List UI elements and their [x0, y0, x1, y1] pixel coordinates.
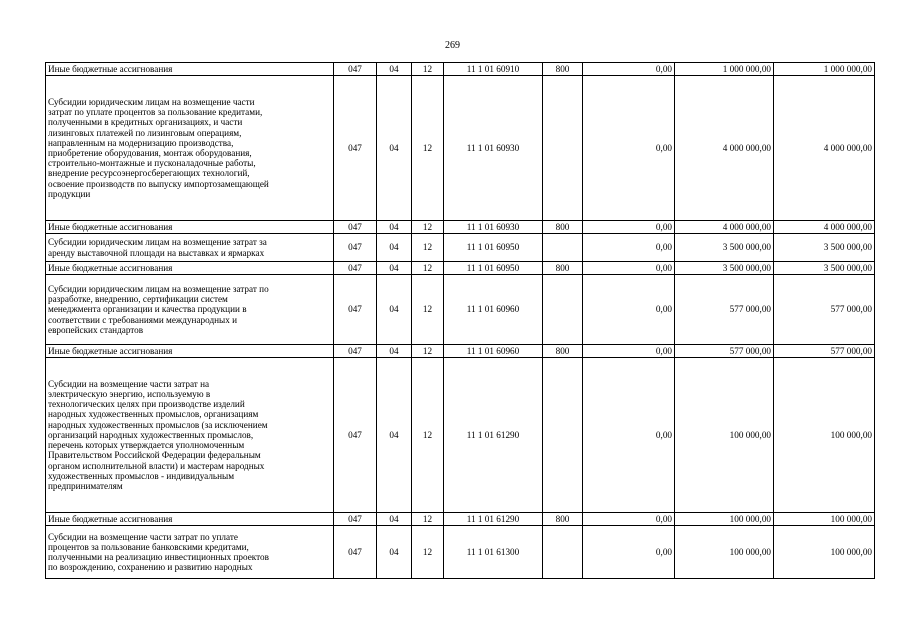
- table-row: [46, 513, 875, 526]
- target-article-code: 11 1 01 60930: [444, 76, 543, 221]
- row-description: Субсидии юридическим лицам на возмещение части затрат по уплате процентов за пользование кредитами, полученными в кредитных организациях, и части лизинговых платежей по лизинговым операциям, направленным на модернизацию производства, приобретение оборудования, монтаж оборудования, строительно-монтажные и пусконаладочные работы, внедрение ресурсоэнергосберегающих технологий, освоение производств по выпуску импортозамещающей продукции: [46, 76, 334, 221]
- expense-type-code: 800: [543, 63, 583, 76]
- expense-type-code: [543, 234, 583, 262]
- row-description: Субсидии юридическим лицам на возмещение затрат по разработке, внедрению, сертификации систем менеджмента организации и качества продукции в соответствии с требованиями международных и европейских стандартов: [46, 275, 334, 345]
- target-article-code: 11 1 01 61300: [444, 526, 543, 579]
- ministry-code: 047: [334, 358, 377, 513]
- subsection-code: 12: [412, 221, 444, 234]
- section-code: 04: [377, 275, 412, 345]
- row-description: Субсидии на возмещение части затрат на электрическую энергию, используемую в технологических целях при производстве изделий народных художественных промыслов, организациям народных художественных промыслов (за исключением организаций народных художественных промыслов, перечень которых утверждается уполномоченным Правительством Российской Федерации федеральным органом исполнительной власти) и мастерам народных художественных промыслов - индивидуальным предпринимателям: [46, 358, 334, 513]
- subsection-code: 12: [412, 526, 444, 579]
- expense-type-code: 800: [543, 513, 583, 526]
- subsection-code: 12: [412, 234, 444, 262]
- subsection-code: 12: [412, 358, 444, 513]
- amount-column-1: 0,00: [583, 76, 675, 221]
- amount-column-2: 100 000,00: [675, 526, 774, 579]
- ministry-code: 047: [334, 275, 377, 345]
- amount-column-3: 577 000,00: [774, 345, 875, 358]
- target-article-code: 11 1 01 60950: [444, 234, 543, 262]
- table-row: [46, 234, 875, 262]
- ministry-code: 047: [334, 513, 377, 526]
- page-number: 269: [445, 40, 460, 51]
- amount-column-3: 3 500 000,00: [774, 262, 875, 275]
- amount-column-3: 577 000,00: [774, 275, 875, 345]
- amount-column-1: 0,00: [583, 234, 675, 262]
- ministry-code: 047: [334, 262, 377, 275]
- table-row: [46, 262, 875, 275]
- amount-column-1: 0,00: [583, 275, 675, 345]
- table-row: [46, 358, 875, 513]
- subsection-code: 12: [412, 63, 444, 76]
- amount-column-2: 3 500 000,00: [675, 234, 774, 262]
- section-code: 04: [377, 526, 412, 579]
- amount-column-1: 0,00: [583, 513, 675, 526]
- section-code: 04: [377, 358, 412, 513]
- expense-type-code: [543, 526, 583, 579]
- target-article-code: 11 1 01 61290: [444, 513, 543, 526]
- amount-column-1: 0,00: [583, 63, 675, 76]
- target-article-code: 11 1 01 61290: [444, 358, 543, 513]
- amount-column-2: 100 000,00: [675, 513, 774, 526]
- table-row: [46, 221, 875, 234]
- subsection-code: 12: [412, 76, 444, 221]
- amount-column-2: 4 000 000,00: [675, 76, 774, 221]
- amount-column-3: 1 000 000,00: [774, 63, 875, 76]
- amount-column-1: 0,00: [583, 345, 675, 358]
- amount-column-2: 3 500 000,00: [675, 262, 774, 275]
- row-description: Иные бюджетные ассигнования: [46, 262, 334, 275]
- table-row: [46, 275, 875, 345]
- row-description: Иные бюджетные ассигнования: [46, 345, 334, 358]
- amount-column-3: 100 000,00: [774, 358, 875, 513]
- expense-type-code: 800: [543, 262, 583, 275]
- ministry-code: 047: [334, 76, 377, 221]
- amount-column-1: 0,00: [583, 358, 675, 513]
- target-article-code: 11 1 01 60950: [444, 262, 543, 275]
- target-article-code: 11 1 01 60930: [444, 221, 543, 234]
- section-code: 04: [377, 345, 412, 358]
- row-description: Иные бюджетные ассигнования: [46, 513, 334, 526]
- target-article-code: 11 1 01 60910: [444, 63, 543, 76]
- subsection-code: 12: [412, 262, 444, 275]
- table-row: [46, 76, 875, 221]
- amount-column-2: 577 000,00: [675, 275, 774, 345]
- section-code: 04: [377, 513, 412, 526]
- row-description: Субсидии на возмещение части затрат по уплате процентов за пользование банковскими кредитами, полученными на реализацию инвестиционных проектов по возрождению, сохранению и развитию народных: [46, 526, 334, 579]
- amount-column-1: 0,00: [583, 221, 675, 234]
- expense-type-code: [543, 76, 583, 221]
- ministry-code: 047: [334, 345, 377, 358]
- table-row: [46, 345, 875, 358]
- table-row: [46, 526, 875, 579]
- subsection-code: 12: [412, 513, 444, 526]
- amount-column-3: 3 500 000,00: [774, 234, 875, 262]
- section-code: 04: [377, 76, 412, 221]
- target-article-code: 11 1 01 60960: [444, 345, 543, 358]
- amount-column-1: 0,00: [583, 526, 675, 579]
- ministry-code: 047: [334, 63, 377, 76]
- expense-type-code: 800: [543, 221, 583, 234]
- expense-type-code: [543, 358, 583, 513]
- section-code: 04: [377, 221, 412, 234]
- ministry-code: 047: [334, 526, 377, 579]
- amount-column-2: 577 000,00: [675, 345, 774, 358]
- subsection-code: 12: [412, 345, 444, 358]
- section-code: 04: [377, 234, 412, 262]
- amount-column-2: 100 000,00: [675, 358, 774, 513]
- amount-column-2: 1 000 000,00: [675, 63, 774, 76]
- budget-table: [45, 62, 875, 579]
- budget-table-body: [46, 63, 875, 579]
- section-code: 04: [377, 63, 412, 76]
- ministry-code: 047: [334, 234, 377, 262]
- target-article-code: 11 1 01 60960: [444, 275, 543, 345]
- subsection-code: 12: [412, 275, 444, 345]
- row-description: Субсидии юридическим лицам на возмещение затрат за аренду выставочной площади на выставках и ярмарках: [46, 234, 334, 262]
- amount-column-3: 100 000,00: [774, 526, 875, 579]
- expense-type-code: [543, 275, 583, 345]
- amount-column-3: 4 000 000,00: [774, 76, 875, 221]
- table-row: [46, 63, 875, 76]
- amount-column-2: 4 000 000,00: [675, 221, 774, 234]
- amount-column-3: 4 000 000,00: [774, 221, 875, 234]
- ministry-code: 047: [334, 221, 377, 234]
- row-description: Иные бюджетные ассигнования: [46, 63, 334, 76]
- row-description: Иные бюджетные ассигнования: [46, 221, 334, 234]
- expense-type-code: 800: [543, 345, 583, 358]
- amount-column-3: 100 000,00: [774, 513, 875, 526]
- amount-column-1: 0,00: [583, 262, 675, 275]
- section-code: 04: [377, 262, 412, 275]
